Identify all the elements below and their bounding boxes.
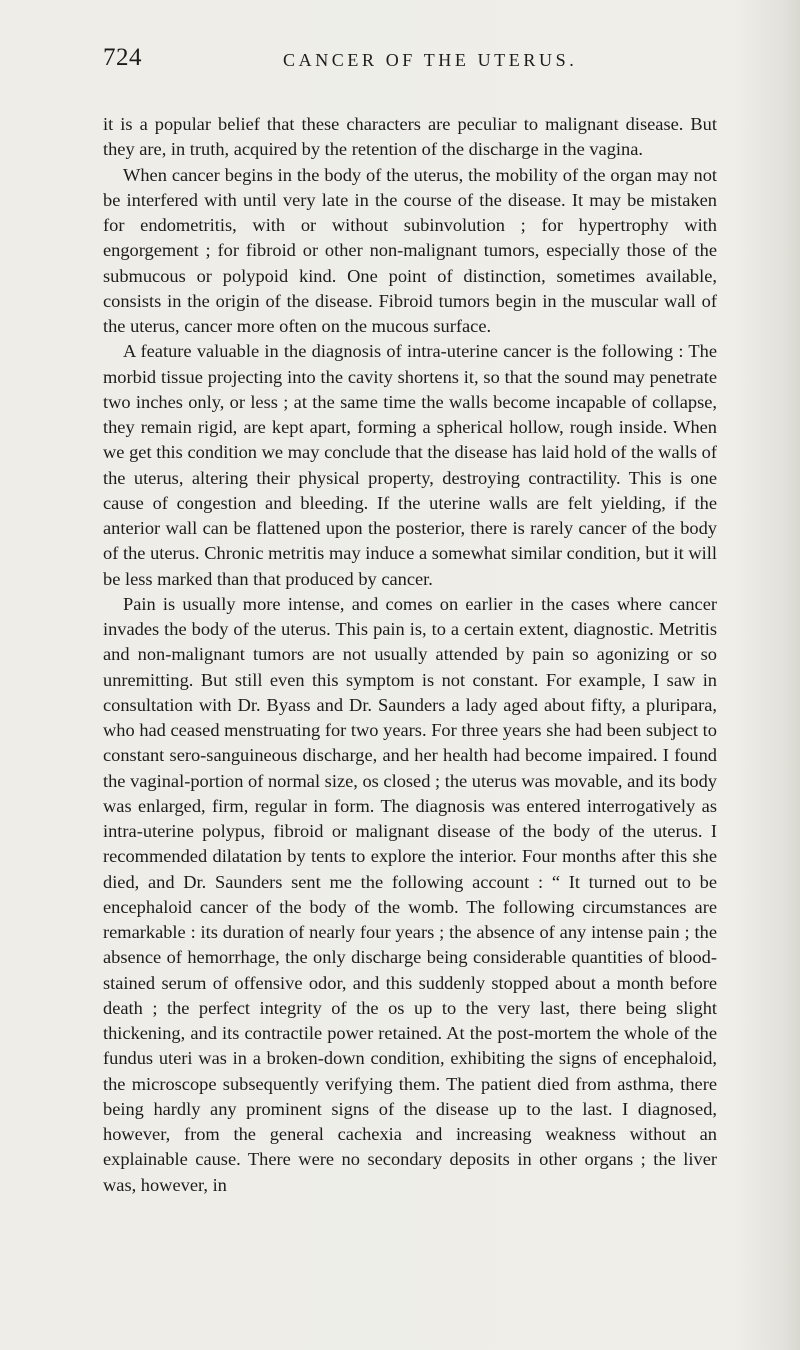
- paragraph: A feature valuable in the diagnosis of intra-uterine cancer is the following : The morbid tissue projecting into the cavity shortens it, so that the sound may penetrate two inches only, or less ; at the same time the walls become incapable of collapse, they remain rigid, are kept apart, forming a spherical hollow, rough inside. When we get this condition we may conclude that the disease has laid hold of the walls of the uterus, altering their physical property, destroying contractility. This is one cause of congestion and bleeding. If the uterine walls are felt yielding, if the anterior wall can be flattened upon the posterior, there is rarely cancer of the body of the uterus. Chronic metritis may induce a somewhat similar condition, but it will be less marked than that produced by cancer.: [103, 341, 717, 589]
- page-header: [103, 44, 723, 84]
- running-head: CANCER OF THE UTERUS.: [283, 50, 578, 70]
- paragraph: When cancer begins in the body of the uterus, the mobility of the organ may not be interfered with until very late in the course of the disease. It may be mistaken for endometritis, with or without subinvolution ; for hypertrophy with engorgement ; for fibroid or other non-malignant tumors, especially those of the submucous or polypoid kind. One point of distinction, sometimes available, consists in the origin of the disease. Fibroid tumors begin in the muscular wall of the uterus, cancer more often on the mucous surface.: [103, 164, 717, 336]
- paragraph: it is a popular belief that these characters are peculiar to malignant disease. But they are, in truth, acquired by the retention of the discharge in the vagina.: [103, 114, 717, 160]
- page-number: 724: [103, 44, 142, 71]
- paragraph: Pain is usually more intense, and comes on earlier in the cases where cancer invades the body of the uterus. This pain is, to a certain extent, diagnostic. Metritis and non-malignant tumors are not usually attended by pain so agonizing or so unremitting. But still even this symptom is not constant. For example, I saw in consultation with Dr. Byass and Dr. Saunders a lady aged about fifty, a pluripara, who had ceased menstruating for two years. For three years she had been subject to constant sero-sanguineous discharge, and her health had become impaired. I found the vaginal-portion of normal size, os closed ; the uterus was movable, and its body was enlarged, firm, regular in form. The diagnosis was entered interrogatively as intra-uterine polypus, fibroid or malignant disease of the body of the uterus. I recommended dilatation by tents to explore the interior. Four months after this she died, and Dr. Saunders sent me the following account : “ It turned out to be encephaloid cancer of the body of the womb. The following circumstances are remarkable : its duration of nearly four years ; the absence of any intense pain ; the absence of hemorrhage, the only discharge being considerable quantities of blood-stained serum of offensive odor, and this suddenly stopped about a month before death ; the perfect integrity of the os up to the very last, there being slight thickening, and its contractile power retained. At the post-mortem the whole of the fundus uteri was in a broken-down condition, exhibiting the signs of encephaloid, the microscope subsequently verifying them. The patient died from asthma, there being hardly any prominent signs of the disease up to the last. I diagnosed, however, from the general cachexia and increasing weakness without an explainable cause. There were no secondary deposits in other organs ; the liver was, however, in: [103, 593, 717, 1195]
- body-text: [103, 112, 717, 1198]
